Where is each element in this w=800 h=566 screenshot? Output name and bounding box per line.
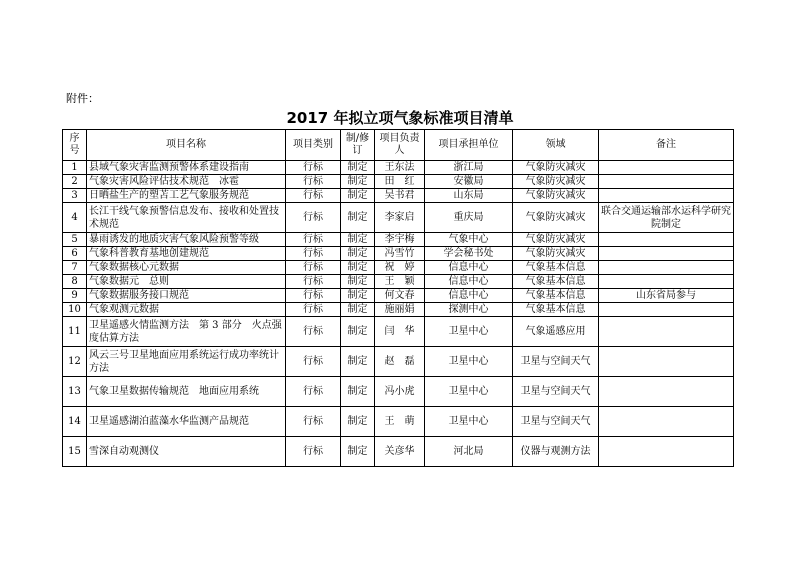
header-field: 领域 (513, 130, 599, 161)
table-row (63, 303, 734, 317)
cell-unit: 安徽局 (425, 175, 513, 189)
table-row (63, 175, 734, 189)
table-row (63, 261, 734, 275)
cell-type: 行标 (286, 189, 341, 203)
cell-unit: 卫星中心 (425, 377, 513, 407)
cell-note (599, 161, 734, 175)
cell-note (599, 303, 734, 317)
cell-revise: 制定 (341, 161, 375, 175)
table-row (63, 203, 734, 233)
document-title: 2017 年拟立项气象标准项目清单 (286, 109, 514, 127)
attachment-label: 附件： (66, 92, 99, 105)
table-row (63, 161, 734, 175)
cell-name: 长江干线气象预警信息发布、接收和处置技术规范 (87, 203, 286, 233)
cell-unit: 气象中心 (425, 233, 513, 247)
cell-name: 风云三号卫星地面应用系统运行成功率统计方法 (87, 347, 286, 377)
cell-type: 行标 (286, 261, 341, 275)
cell-type: 行标 (286, 289, 341, 303)
cell-no: 9 (63, 289, 87, 303)
cell-lead: 闫 华 (375, 317, 425, 347)
cell-field: 仪器与观测方法 (513, 437, 599, 467)
cell-revise: 制定 (341, 189, 375, 203)
cell-unit: 信息中心 (425, 275, 513, 289)
cell-field: 气象防灾减灾 (513, 247, 599, 261)
header-lead: 项目负责人 (375, 130, 425, 161)
cell-field: 卫星与空间天气 (513, 377, 599, 407)
cell-note (599, 347, 734, 377)
cell-name: 气象数据服务接口规范 (87, 289, 286, 303)
cell-unit: 学会秘书处 (425, 247, 513, 261)
cell-revise: 制定 (341, 203, 375, 233)
cell-revise: 制定 (341, 275, 375, 289)
cell-type: 行标 (286, 377, 341, 407)
cell-field: 气象防灾减灾 (513, 161, 599, 175)
cell-note: 山东省局参与 (599, 289, 734, 303)
cell-name: 气象观测元数据 (87, 303, 286, 317)
cell-note (599, 233, 734, 247)
table-row (63, 317, 734, 347)
cell-name: 气象数据元 总则 (87, 275, 286, 289)
cell-no: 4 (63, 203, 87, 233)
cell-field: 气象遥感应用 (513, 317, 599, 347)
cell-note (599, 175, 734, 189)
cell-lead: 王 萌 (375, 407, 425, 437)
cell-unit: 卫星中心 (425, 407, 513, 437)
cell-name: 卫星遥感湖泊蓝藻水华监测产品规范 (87, 407, 286, 437)
table-row (63, 377, 734, 407)
cell-no: 11 (63, 317, 87, 347)
cell-type: 行标 (286, 303, 341, 317)
cell-name: 气象数据核心元数据 (87, 261, 286, 275)
cell-revise: 制定 (341, 437, 375, 467)
cell-field: 气象防灾减灾 (513, 175, 599, 189)
cell-name: 暴雨诱发的地质灾害气象风险预警等级 (87, 233, 286, 247)
cell-note: 联合交通运输部水运科学研究院制定 (599, 203, 734, 233)
cell-lead: 冯小虎 (375, 377, 425, 407)
cell-unit: 重庆局 (425, 203, 513, 233)
cell-lead: 王 颖 (375, 275, 425, 289)
header-revise: 制/修订 (341, 130, 375, 161)
cell-revise: 制定 (341, 247, 375, 261)
cell-name: 县域气象灾害监测预警体系建设指南 (87, 161, 286, 175)
cell-no: 1 (63, 161, 87, 175)
cell-note (599, 377, 734, 407)
cell-note (599, 189, 734, 203)
cell-name: 日晒盐生产的塑苫工艺气象服务规范 (87, 189, 286, 203)
cell-type: 行标 (286, 407, 341, 437)
cell-field: 气象基本信息 (513, 289, 599, 303)
project-table (62, 129, 734, 467)
table-row (63, 407, 734, 437)
cell-type: 行标 (286, 203, 341, 233)
cell-note (599, 247, 734, 261)
table-row (63, 437, 734, 467)
cell-note (599, 437, 734, 467)
cell-name: 卫星遥感火情监测方法 第 3 部分 火点强度估算方法 (87, 317, 286, 347)
cell-no: 2 (63, 175, 87, 189)
cell-unit: 卫星中心 (425, 317, 513, 347)
cell-unit: 卫星中心 (425, 347, 513, 377)
cell-note (599, 261, 734, 275)
cell-note (599, 407, 734, 437)
cell-type: 行标 (286, 275, 341, 289)
header-unit: 项目承担单位 (425, 130, 513, 161)
cell-unit: 信息中心 (425, 261, 513, 275)
cell-no: 10 (63, 303, 87, 317)
cell-revise: 制定 (341, 303, 375, 317)
cell-lead: 吴书君 (375, 189, 425, 203)
cell-no: 6 (63, 247, 87, 261)
cell-revise: 制定 (341, 289, 375, 303)
cell-note (599, 275, 734, 289)
cell-name: 气象卫星数据传输规范 地面应用系统 (87, 377, 286, 407)
cell-lead: 赵 磊 (375, 347, 425, 377)
header-type: 项目类别 (286, 130, 341, 161)
table-row (63, 247, 734, 261)
cell-field: 卫星与空间天气 (513, 347, 599, 377)
cell-type: 行标 (286, 247, 341, 261)
cell-lead: 关彦华 (375, 437, 425, 467)
cell-type: 行标 (286, 347, 341, 377)
table-row (63, 233, 734, 247)
cell-field: 气象基本信息 (513, 261, 599, 275)
cell-revise: 制定 (341, 347, 375, 377)
cell-field: 气象防灾减灾 (513, 203, 599, 233)
cell-lead: 冯雪竹 (375, 247, 425, 261)
cell-no: 13 (63, 377, 87, 407)
cell-revise: 制定 (341, 233, 375, 247)
cell-field: 气象基本信息 (513, 303, 599, 317)
cell-type: 行标 (286, 233, 341, 247)
header-row (63, 130, 734, 161)
cell-unit: 探测中心 (425, 303, 513, 317)
cell-lead: 田 红 (375, 175, 425, 189)
cell-type: 行标 (286, 175, 341, 189)
table-row (63, 347, 734, 377)
cell-field: 气象防灾减灾 (513, 233, 599, 247)
cell-lead: 祝 婷 (375, 261, 425, 275)
cell-no: 5 (63, 233, 87, 247)
cell-unit: 浙江局 (425, 161, 513, 175)
table-row (63, 289, 734, 303)
cell-name: 气象科普教育基地创建规范 (87, 247, 286, 261)
table-row (63, 275, 734, 289)
cell-revise: 制定 (341, 261, 375, 275)
cell-type: 行标 (286, 317, 341, 347)
cell-revise: 制定 (341, 175, 375, 189)
cell-no: 14 (63, 407, 87, 437)
cell-no: 12 (63, 347, 87, 377)
cell-lead: 王东法 (375, 161, 425, 175)
header-note: 备注 (599, 130, 734, 161)
cell-no: 3 (63, 189, 87, 203)
cell-type: 行标 (286, 437, 341, 467)
cell-no: 7 (63, 261, 87, 275)
cell-lead: 何文春 (375, 289, 425, 303)
cell-name: 气象灾害风险评估技术规范 冰雹 (87, 175, 286, 189)
cell-field: 气象基本信息 (513, 275, 599, 289)
cell-revise: 制定 (341, 377, 375, 407)
cell-type: 行标 (286, 161, 341, 175)
cell-revise: 制定 (341, 407, 375, 437)
cell-unit: 河北局 (425, 437, 513, 467)
cell-lead: 施丽娟 (375, 303, 425, 317)
cell-no: 15 (63, 437, 87, 467)
cell-revise: 制定 (341, 317, 375, 347)
cell-unit: 信息中心 (425, 289, 513, 303)
cell-unit: 山东局 (425, 189, 513, 203)
cell-field: 气象防灾减灾 (513, 189, 599, 203)
cell-lead: 李家启 (375, 203, 425, 233)
cell-field: 卫星与空间天气 (513, 407, 599, 437)
header-name: 项目名称 (87, 130, 286, 161)
cell-name: 雪深自动观测仪 (87, 437, 286, 467)
cell-no: 8 (63, 275, 87, 289)
cell-note (599, 317, 734, 347)
table-row (63, 189, 734, 203)
cell-lead: 李宇梅 (375, 233, 425, 247)
header-no: 序号 (63, 130, 87, 161)
